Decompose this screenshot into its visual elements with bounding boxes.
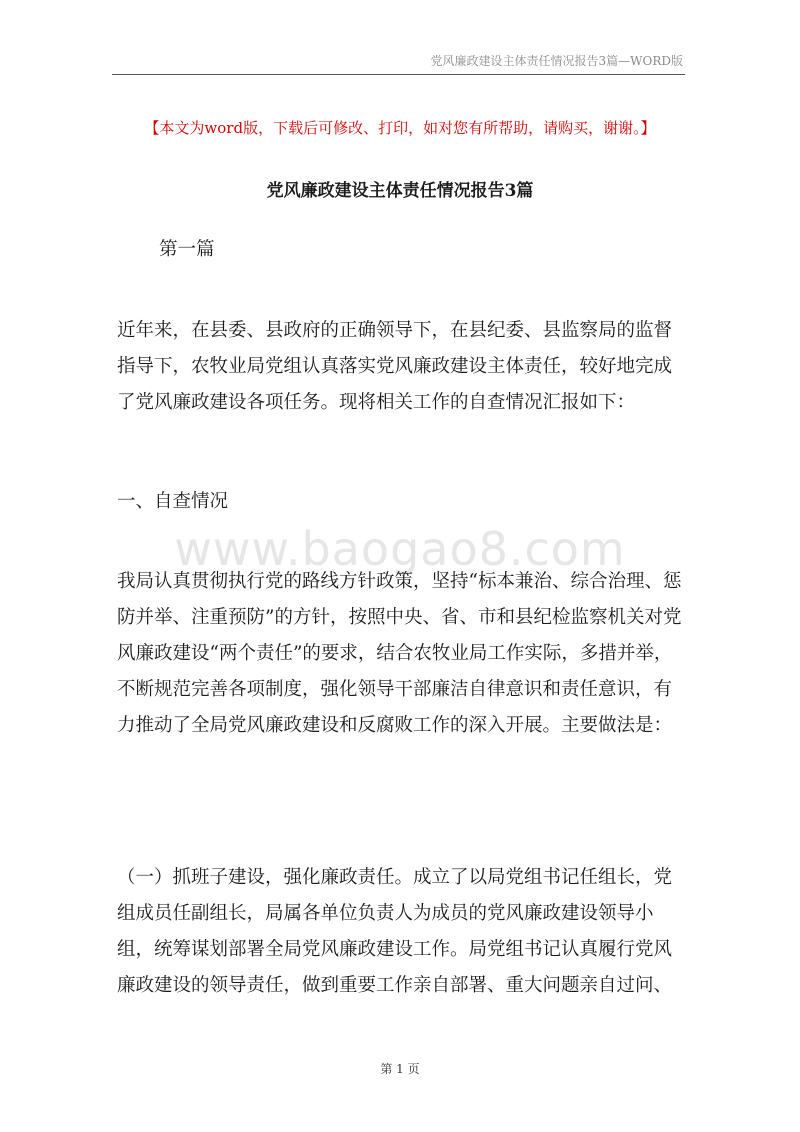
watermark: www.baogao8.com — [174, 522, 626, 576]
running-header: 党风廉政建设主体责任情况报告3篇—WORD版 — [430, 54, 683, 68]
section-heading: 一、自查情况 — [117, 491, 229, 512]
download-notice: 【本文为word版，下载后可修改、打印，如对您有所帮助，请购买，谢谢。】 — [144, 119, 656, 137]
page-number: 第 1 页 — [380, 1062, 420, 1076]
intro-paragraph: 近年来，在县委、县政府的正确领导下，在县纪委、县监察局的监督指导下，农牧业局党组认真落实党风廉政建设主体责任，较好地完成了党风廉政建设各项任务。现将相关工作的自查情况汇报如下： — [117, 320, 673, 413]
body-paragraph-1: 我局认真贯彻执行党的路线方针政策，坚持“标本兼治、综合治理、惩防并举、注重预防”的方针，按照中央、省、市和县纪检监察机关对党风廉政建设“两个责任”的要求，结合农牧业局工作实际，多措并举，不断规范完善各项制度，强化领导干部廉洁自律意识和责任意识，有力推动了全局党风廉政建设和反腐败工作的深入开展。主要做法是： — [117, 571, 682, 736]
section-label: 第一篇 — [159, 239, 215, 260]
header-divider — [112, 74, 685, 75]
body-paragraph-2: （一）抓班子建设，强化廉政责任。成立了以局党组书记任组长，党组成员任副组长，局属各单位负责人为成员的党风廉政建设领导小组，统筹谋划部署全局党风廉政建设工作。局党组书记认真履行党风廉政建设的领导责任，做到重要工作亲自部署、重大问题亲自过问、 — [117, 867, 673, 996]
document-title: 党风廉政建设主体责任情况报告3篇 — [266, 181, 534, 201]
